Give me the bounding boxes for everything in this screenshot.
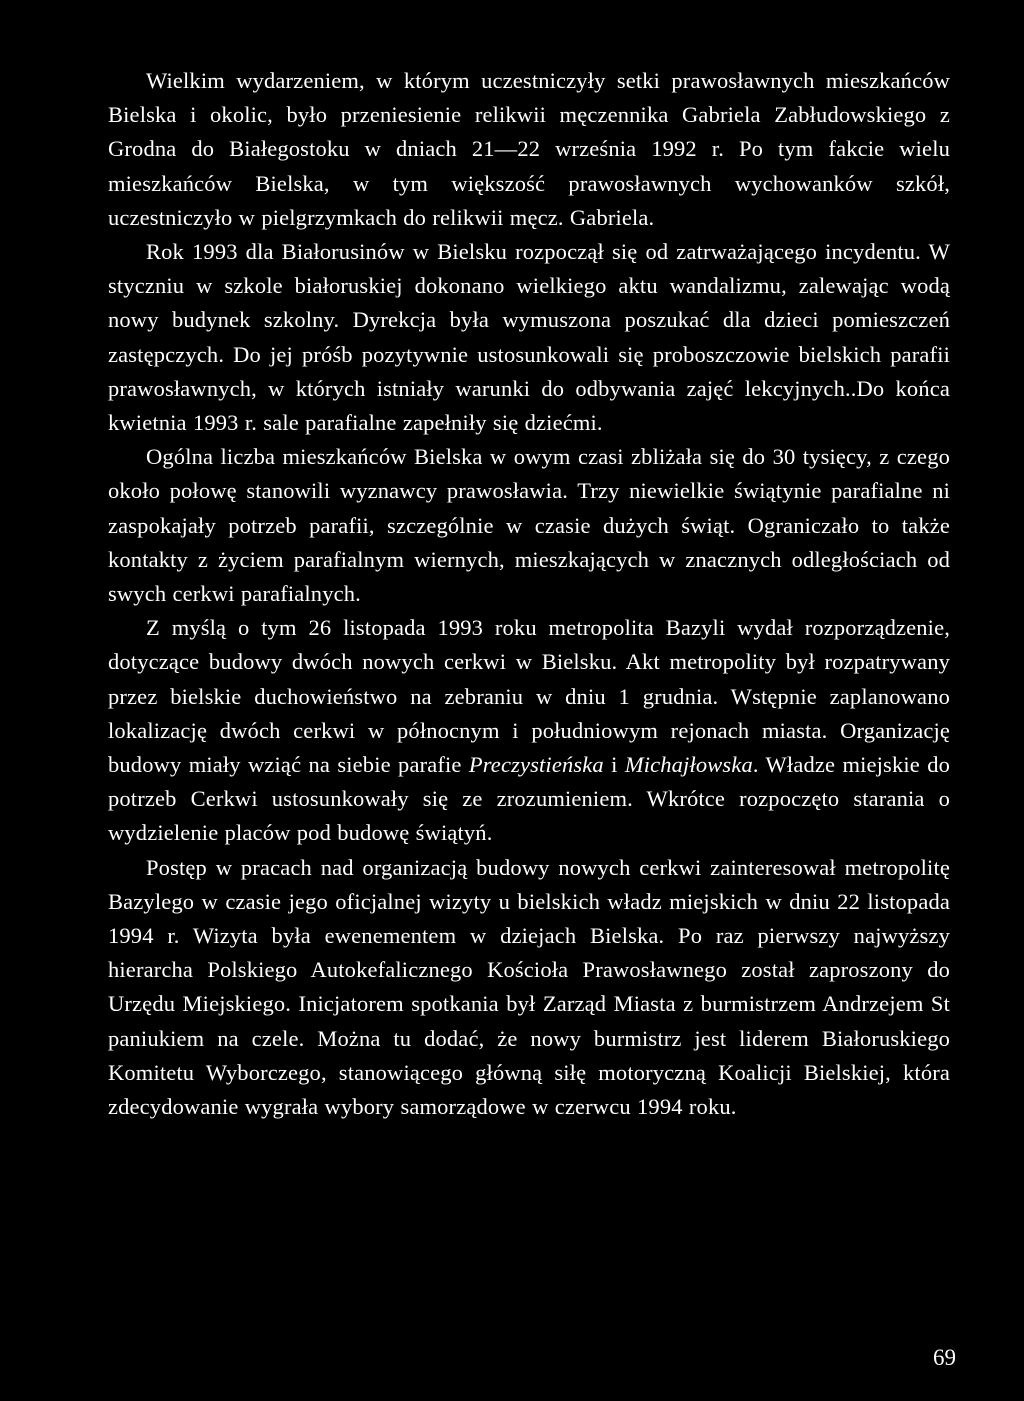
italic-text: Preczystieńska bbox=[468, 752, 604, 778]
italic-text: Michajłowska bbox=[624, 752, 753, 778]
paragraph bbox=[108, 64, 950, 235]
paragraph bbox=[108, 611, 950, 850]
paragraph bbox=[108, 851, 950, 1125]
paragraph-text: Z myślą o tym 26 listopada 1993 roku metropolita Bazyli wydał rozporządzenie, dotyczące budowy dwóch nowych cerkwi w Bielsku. Akt metropolity był rozpatrywany przez bielskie duchowieństwo na zebraniu w dniu 1 grudnia. Wstępnie zaplanowano lokalizację dwóch cerkwi w północnym i południowym rejonach miasta. Organizację budowy miały wziąć na siebie parafie bbox=[108, 615, 950, 778]
page-number: 69 bbox=[933, 1345, 956, 1370]
body-text bbox=[108, 64, 950, 1124]
paragraph-text: Postęp w pracach nad organizacją budowy nowych cerkwi zainteresował metropolitę Bazylego w czasie jego oficjalnej wizyty u bielskich władz miejskich w dniu 22 listopada 1994 r. Wizyta była ewenementem w dziejach Bielska. Po raz pierwszy najwyższy hierarcha Polskiego Autokefalicznego Kościoła Prawosławnego został zaproszony do Urzędu Miejskiego. Inicjatorem spotkania był Zarząd Miasta z burmistrzem Andrzejem St paniukiem na czele. Można tu dodać, że nowy burmistrz jest liderem Białoruskiego Komitetu Wyborczego, stanowiącego główną siłę motoryczną Koalicji Bielskiej, która zdecydowanie wygrała wybory samorządowe w czerwcu 1994 roku. bbox=[108, 854, 950, 1120]
paragraph-text: . Władze miejskie do potrzeb Cerkwi ustosunkowały się ze zrozumieniem. Wkrótce rozpoczęto starania o wydzielenie placów pod budowę świątyń. bbox=[108, 752, 950, 846]
paragraph bbox=[108, 235, 950, 440]
paragraph bbox=[108, 440, 950, 611]
paragraph-text: i bbox=[603, 752, 625, 778]
paragraph-text: Rok 1993 dla Białorusinów w Bielsku rozpoczął się od zatrważającego incydentu. W styczniu w szkole białoruskiej dokonano wielkiego aktu wandalizmu, zalewając wodą nowy budynek szkolny. Dyrekcja była wymuszona poszukać dla dzieci pomieszczeń zastępczych. Do jej próśb pozytywnie ustosunkowali się proboszczowie bielskich parafii prawosławnych, w których istniały warunki do odbywania zajęć lekcyjnych..Do końca kwietnia 1993 r. sale parafialne zapełniły się dziećmi. bbox=[108, 239, 950, 436]
paragraph-text: Ogólna liczba mieszkańców Bielska w owym czasi zbliżała się do 30 tysięcy, z czego około połowę stanowili wyznawcy prawosławia. Trzy niewielkie świątynie parafialne ni zaspokajały potrzeb parafii, szczególnie w czasie dużych świąt. Ograniczało to także kontakty z życiem parafialnym wiernych, mieszkających w znacznych odległościach od swych cerkwi parafialnych. bbox=[108, 444, 950, 607]
paragraph-text: Wielkim wydarzeniem, w którym uczestniczyły setki prawosławnych mieszkańców Bielska i okolic, było przeniesienie relikwii męczennika Gabriela Zabłudowskiego z Grodna do Białegostoku w dniach 21—22 września 1992 r. Po tym fakcie wielu mieszkańców Bielska, w tym większość prawosławnych wychowanków szkół, uczestniczyło w pielgrzymkach do relikwii męcz. Gabriela. bbox=[108, 68, 950, 230]
